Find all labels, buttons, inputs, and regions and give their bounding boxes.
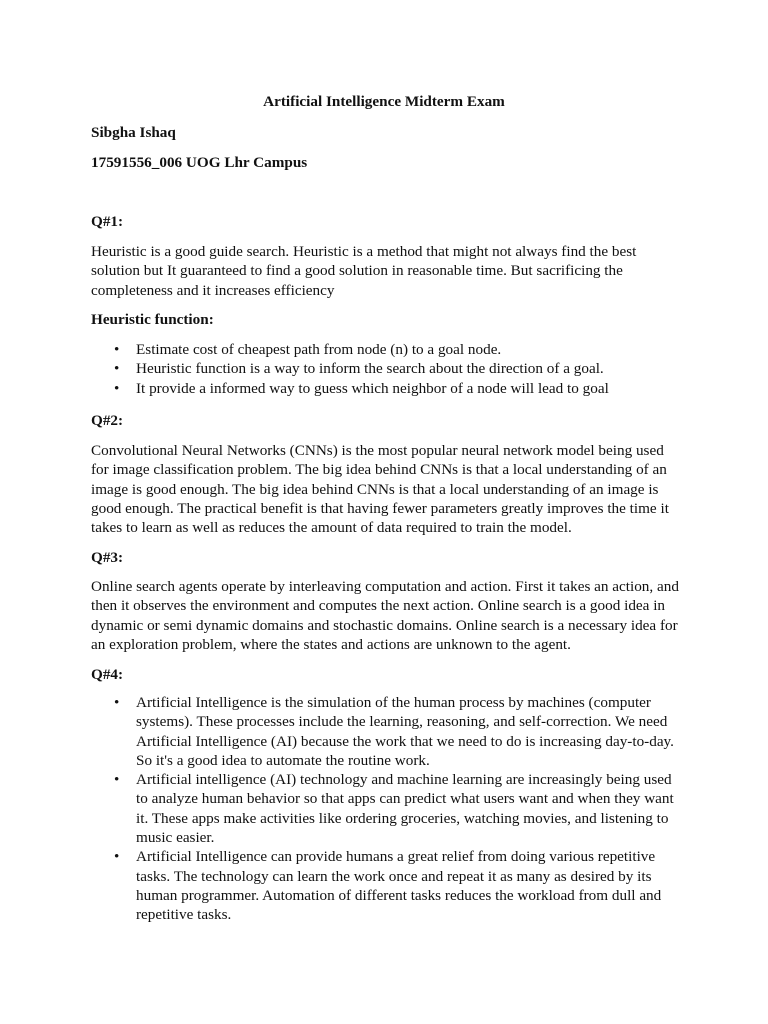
- list-item: • Artificial Intelligence is the simulation of the human process by machines (computer systems). These processes include the learning, reasoning, and self-correction. We need Artificial Intelligence (AI) because the work that we need to do is increasing day-to-day. So it's a good idea to automate the routine work.: [114, 693, 689, 770]
- q2-line: image is good enough. The big idea behind CNNs is that a local understanding of an image is: [91, 480, 659, 498]
- list-item: • Artificial intelligence (AI) technology and machine learning are increasingly being used to analyze human behavior so that apps can predict what users want and when they want it. These apps make activities like ordering groceries, watching movies, and listening to music easier.: [114, 770, 689, 847]
- q1-paragraph: [91, 242, 681, 300]
- q1-line: solution but It guaranteed to find a good solution in reasonable time. But sacrificing the: [91, 262, 623, 280]
- q2-line: Convolutional Neural Networks (CNNs) is the most popular neural network model being used: [91, 442, 664, 459]
- q3-line: then it observes the environment and computes the next action. Online search is a good idea in: [91, 597, 666, 615]
- q3-line: an exploration problem, where the states and actions are unknown to the agent.: [91, 635, 571, 653]
- q4-heading: Q#4:: [91, 666, 124, 683]
- q3-heading: Q#3:: [91, 549, 124, 566]
- q2-line: takes to learn as well as reduces the amount of data required to train the model.: [91, 519, 572, 537]
- q1-line: Heuristic is a good guide search. Heuristic is a method that might not always find the best: [91, 243, 637, 260]
- q1-line: completeness and it increases efficiency: [91, 281, 335, 299]
- q2-line: for image classification problem. The big idea behind CNNs is that a local understanding of an: [91, 461, 667, 479]
- q2-paragraph: [91, 441, 681, 537]
- document-title: Artificial Intelligence Midterm Exam: [263, 93, 505, 110]
- q1-bullet-list: [114, 340, 689, 398]
- q2-line: good enough. The practical benefit is that having fewer parameters greatly improves the time it: [91, 499, 669, 517]
- q3-paragraph: [91, 577, 681, 654]
- q3-line: Online search agents operate by interleaving computation and action. First it takes an action, and: [91, 578, 679, 595]
- student-id: 17591556_006 UOG Lhr Campus: [91, 154, 308, 171]
- list-item: • Heuristic function is a way to inform the search about the direction of a goal.: [114, 359, 689, 378]
- q1-heading: Q#1:: [91, 213, 124, 230]
- list-item: • Artificial Intelligence can provide humans a great relief from doing various repetitive tasks. The technology can learn the work once and repeat it as many as desired by its human programmer. Automation of different tasks reduces the workload from dull and repetitive tasks.: [114, 847, 689, 924]
- q2-heading: Q#2:: [91, 412, 124, 429]
- q1-subheading: Heuristic function:: [91, 311, 214, 328]
- list-item: • Estimate cost of cheapest path from node (n) to a goal node.: [114, 340, 689, 359]
- q3-line: dynamic or semi dynamic domains and stochastic domains. Online search is a necessary idea for: [91, 616, 678, 634]
- q4-bullet-list: [114, 693, 689, 925]
- list-item: • It provide a informed way to guess which neighbor of a node will lead to goal: [114, 379, 689, 398]
- author-name: Sibgha Ishaq: [91, 124, 176, 141]
